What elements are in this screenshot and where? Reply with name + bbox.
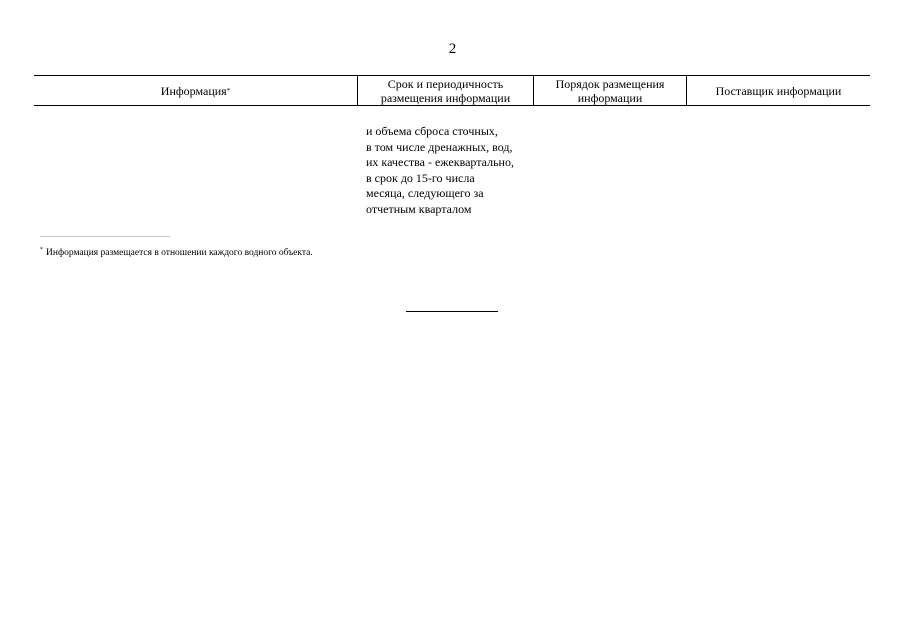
cell-line: и объема сброса сточных,	[366, 124, 498, 138]
header-supplier-label: Поставщик информации	[715, 83, 842, 98]
cell-line: в срок до 15-го числа	[366, 170, 475, 185]
header-placement-order-label: Порядок размещения информации	[555, 76, 665, 105]
footnote-marker: *	[40, 246, 43, 253]
header-period-label: Срок и периодичность размещения информации	[380, 76, 511, 105]
header-information: Информация *	[160, 83, 231, 98]
page-number: 2	[448, 41, 457, 57]
header-placement-order	[533, 76, 686, 105]
header-supplier	[686, 76, 870, 105]
footnote-separator	[40, 236, 170, 237]
header-period	[357, 76, 533, 105]
table-cell-period	[366, 124, 536, 218]
table-header	[34, 75, 870, 106]
end-of-document-line	[406, 311, 498, 312]
cell-line: отчетным кварталом	[366, 201, 472, 216]
cell-line: их качества - ежеквартально,	[366, 155, 514, 170]
cell-line: месяца, следующего за	[366, 186, 484, 201]
footnote-text: Информация размещается в отношении каждого водного объекта.	[46, 248, 313, 258]
header-information-label: Информация	[160, 83, 227, 98]
footnote	[40, 247, 313, 259]
cell-line: в том числе дренажных, вод,	[366, 139, 513, 154]
